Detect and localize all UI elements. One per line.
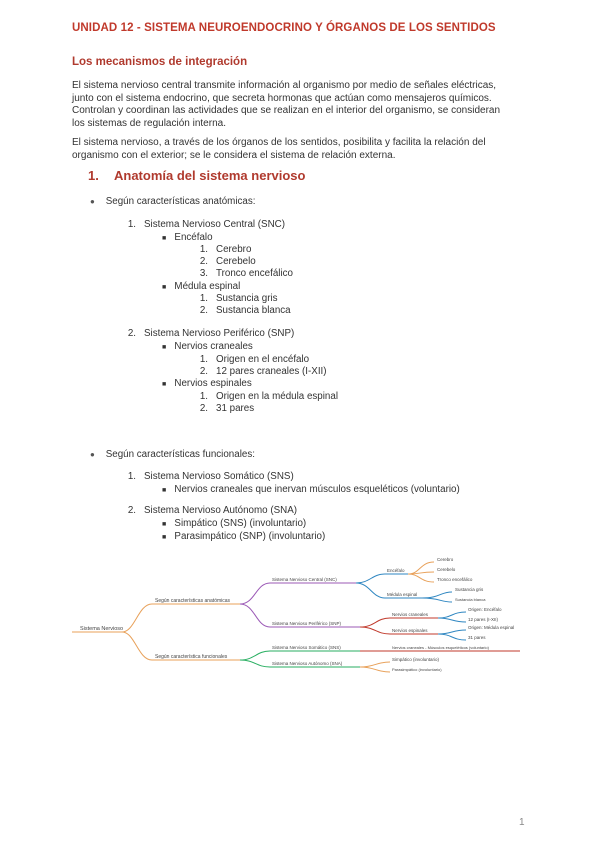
list-text: Médula espinal: [174, 281, 241, 292]
mind-map-node: Sistema Nervioso Periférico (SNP): [272, 621, 342, 626]
list-item: 1. Sustancia gris: [199, 293, 278, 304]
mind-map-node: Médula espinal: [387, 592, 418, 597]
mind-map-node: Según característica funcionales: [155, 654, 228, 660]
list-item: ■ Nervios craneales que inervan músculos esqueléticos (voluntario): [162, 484, 460, 495]
section-heading: Los mecanismos de integración: [72, 56, 248, 68]
mind-map-leaf: Origen: Médula espinal: [468, 625, 515, 630]
paragraph-line: Controlan y coordinan las actividades que se realizan en el interior del organismo, se consideran: [72, 105, 501, 116]
list-text: Nervios espinales: [174, 378, 252, 389]
square-bullet-icon: ■: [162, 235, 167, 242]
mind-map-edge: [438, 612, 466, 618]
mind-map-edge: [240, 583, 270, 604]
list-item-sna: 2. Sistema Nervioso Autónomo (SNA): [127, 505, 297, 516]
mind-map-leaf: Nervios craneales - Músculos esqueléticos (voluntario): [392, 645, 489, 650]
mind-map-node: Sistema Nervioso Somático (SNS): [272, 645, 341, 650]
mind-map-leaf: Tronco encefálico: [437, 577, 473, 582]
list-text: Nervios craneales: [174, 341, 253, 352]
mind-map-leaf: 31 pares: [468, 635, 486, 640]
mind-map-root: Sistema Nervioso: [80, 626, 124, 632]
list-item: 2. Cerebelo: [199, 256, 256, 267]
paragraph-line: junto con el sistema endocrino, que secreta hormonas que actúan como mensajeros químicos.: [72, 92, 492, 104]
list-text: Sistema Nervioso Central (SNC): [144, 219, 286, 230]
bullet-icon: ●: [90, 197, 95, 206]
list-item: 1. Cerebro: [199, 244, 252, 255]
list-item: 2. 12 pares craneales (I-XII): [199, 366, 327, 377]
mind-map-node: Nervios craneales: [392, 612, 429, 617]
mind-map-node: Sistema Nervioso Autónomo (SNA): [272, 661, 343, 666]
mind-map-edge: [356, 574, 385, 583]
chapter-number: 1.: [88, 168, 99, 183]
list-item: ■ Parasimpático (SNP) (involuntario): [162, 531, 326, 542]
bullet-icon: ●: [90, 450, 95, 459]
square-bullet-icon: ■: [162, 521, 167, 528]
mind-map-edge: [122, 604, 152, 632]
list-item: 2. Sustancia blanca: [199, 305, 291, 316]
list-number: 2.: [127, 328, 136, 339]
square-bullet-icon: ■: [162, 284, 167, 291]
list-item: 1. Origen en la médula espinal: [199, 391, 338, 402]
list-text: Sistema Nervioso Periférico (SNP): [144, 328, 295, 339]
mind-map-leaf: Sustancia gris: [455, 587, 484, 592]
list-item: 3. Tronco encefálico: [199, 268, 293, 279]
mind-map-edge: [408, 574, 434, 582]
paragraph-line: El sistema nervioso, a través de los órganos de los sentidos, posibilita y facilita la relación del: [72, 137, 486, 148]
mind-map-leaf: Cerebro: [437, 557, 454, 562]
list-item: 1. Origen en el encéfalo: [199, 354, 310, 365]
bullet-text: Según características anatómicas:: [105, 196, 256, 207]
list-item-sns: 1. Sistema Nervioso Somático (SNS): [127, 471, 294, 482]
mind-map-leaf: Parasimpático (involuntario): [392, 667, 442, 672]
mind-map-edge: [422, 592, 452, 598]
chapter-title: Anatomía del sistema nervioso: [114, 168, 306, 183]
page-number: 1: [519, 817, 525, 828]
mind-map-edge: [438, 634, 466, 640]
list-item: 2. 31 pares: [199, 403, 255, 414]
mind-map-edge: [240, 604, 270, 627]
mind-map-edge: [438, 618, 466, 622]
paragraph-line: El sistema nervioso central transmite información al organismo por medio de señales eléctricas,: [72, 80, 497, 91]
mind-map-edge: [240, 651, 270, 660]
list-text: Encéfalo: [174, 232, 213, 243]
mind-map-leaf: Origen: Encéfalo: [468, 607, 502, 612]
square-bullet-icon: ■: [162, 487, 167, 494]
square-bullet-icon: ■: [162, 344, 167, 351]
mind-map-edge: [356, 583, 385, 598]
mind-map-edge: [438, 630, 466, 634]
bullet-text: Según características funcionales:: [105, 449, 255, 460]
paragraph-line: organismo con el exterior; se le considera el sistema de relación externa.: [72, 149, 396, 161]
mind-map-leaf: 12 pares (I-XII): [468, 617, 499, 622]
document-title: UNIDAD 12 - SISTEMA NEUROENDOCRINO Y ÓRGANOS DE LOS SENTIDOS: [72, 22, 496, 34]
mind-map-leaf: Simpático (involuntario): [392, 657, 440, 662]
list-number: 1.: [127, 219, 136, 230]
mind-map-node: Nervios espinales: [392, 628, 428, 633]
paragraph-line: los sistemas de regulación interna.: [72, 117, 226, 129]
mind-map-edge: [360, 667, 390, 672]
mind-map-node: Según características anatómicas: [155, 598, 231, 604]
mind-map-node: Sistema Nervioso Central (SNC): [272, 577, 337, 582]
mind-map-edge: [360, 662, 390, 667]
mind-map-edge: [360, 627, 390, 634]
square-bullet-icon: ■: [162, 534, 167, 541]
mind-map-leaf: Cerebelo: [437, 567, 456, 572]
mind-map-edge: [240, 660, 270, 667]
list-item: ■ Simpático (SNS) (involuntario): [162, 518, 307, 529]
mind-map-edge: [422, 598, 452, 602]
mind-map-leaf: Sustancia blanca: [455, 597, 486, 602]
mind-map-edge: [360, 618, 390, 627]
mind-map-edge: [122, 632, 152, 660]
mind-map-node: Encéfalo: [387, 568, 405, 573]
square-bullet-icon: ■: [162, 381, 167, 388]
